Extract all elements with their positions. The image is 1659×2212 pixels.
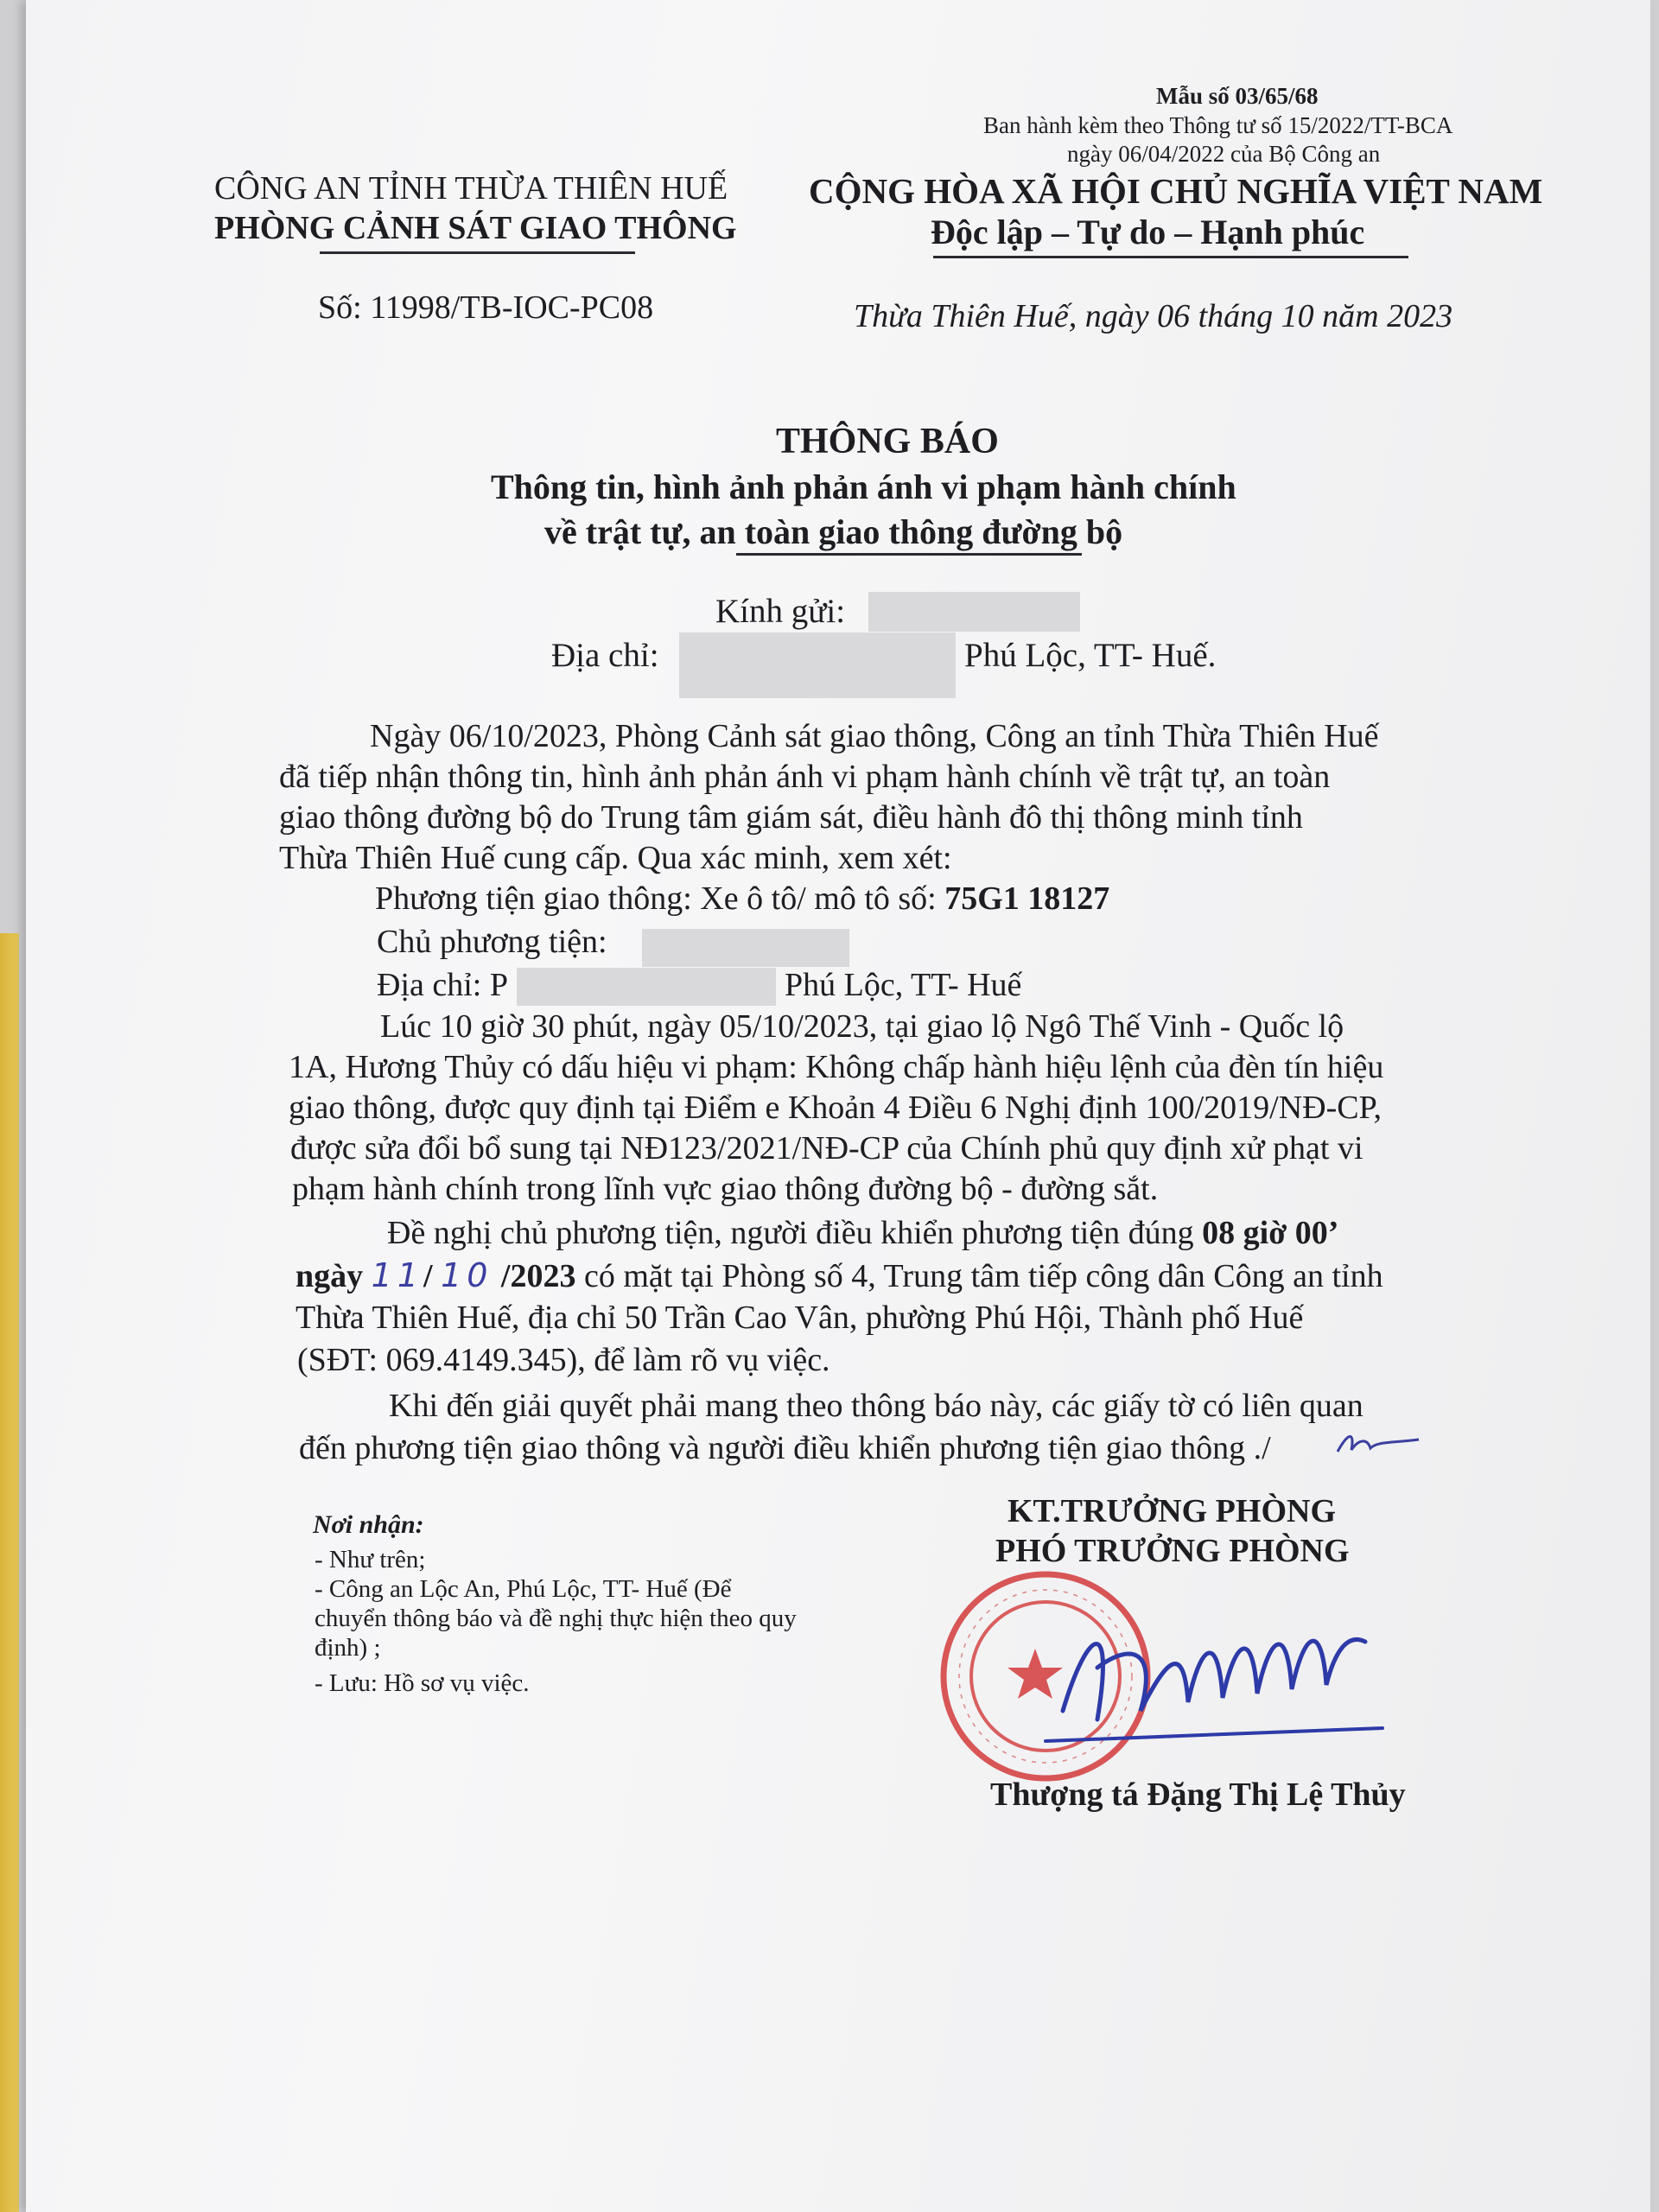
body-line: 1A, Hương Thủy có dấu hiệu vi phạm: Không chấp hành hiệu lệnh của đèn tín hiệu <box>289 1049 1384 1085</box>
agency-underline <box>320 251 635 254</box>
body-line: Thừa Thiên Huế, địa chỉ 50 Trần Cao Vân, phường Phú Hội, Thành phố Huế <box>296 1300 1304 1336</box>
recipients-title: Nơi nhận: <box>313 1510 424 1539</box>
redacted-recipient-address <box>679 632 956 698</box>
redacted-owner-address <box>517 968 776 1006</box>
appointment-text: Đề nghị chủ phương tiện, người điều khiển phương tiện đúng <box>387 1215 1194 1251</box>
vehicle-line <box>375 880 1109 918</box>
vehicle-label: Phương tiện giao thông: Xe ô tô/ mô tô số: <box>375 880 937 917</box>
title-underline <box>736 553 1082 556</box>
appointment-line-1 <box>387 1214 1338 1252</box>
body-line: được sửa đổi bổ sung tại NĐ123/2021/NĐ-CP của Chính phủ quy định xử phạt vi <box>290 1130 1363 1166</box>
body-line: đã tiếp nhận thông tin, hình ảnh phản ánh vi phạm hành chính về trật tự, an toàn <box>279 759 1331 795</box>
agency-line2: PHÒNG CẢNH SÁT GIAO THÔNG <box>214 210 737 246</box>
sign-role-2: PHÓ TRƯỞNG PHÒNG <box>995 1533 1350 1569</box>
body-line: giao thông, được quy định tại Điểm e Khoản 4 Điều 6 Nghị định 100/2019/NĐ-CP, <box>289 1090 1382 1126</box>
agency-line1: CÔNG AN TỈNH THỪA THIÊN HUẾ <box>214 170 728 207</box>
sign-role-1: KT.TRƯỞNG PHÒNG <box>1007 1493 1336 1529</box>
signature-icon <box>1037 1590 1408 1771</box>
redacted-recipient-name <box>868 592 1080 632</box>
national-underline <box>933 256 1408 258</box>
notice-title: THÔNG BÁO <box>776 422 999 461</box>
recipient-item: chuyển thông báo và đề nghị thực hiện theo quy <box>315 1605 797 1632</box>
body-line: Thừa Thiên Huế cung cấp. Qua xác minh, xem xét: <box>279 840 952 876</box>
recipient-label: Kính gửi: <box>715 593 846 630</box>
body-line: phạm hành chính trong lĩnh vực giao thông đường bộ - đường sắt. <box>292 1171 1159 1207</box>
signer-name: Thượng tá Đặng Thị Lệ Thủy <box>990 1777 1406 1813</box>
date-place: Thừa Thiên Huế, ngày 06 tháng 10 năm 2023 <box>854 298 1453 334</box>
redacted-owner-name <box>642 929 849 967</box>
body-line: (SĐT: 069.4149.345), để làm rõ vụ việc. <box>297 1342 830 1378</box>
body-line: Ngày 06/10/2023, Phòng Cảnh sát giao thông, Công an tỉnh Thừa Thiên Huế <box>370 718 1379 754</box>
handwritten-day: 11 <box>371 1256 423 1294</box>
national-line1: CỘNG HÒA XÃ HỘI CHỦ NGHĨA VIỆT NAM <box>809 171 1543 211</box>
vehicle-plate: 75G1 18127 <box>944 880 1110 917</box>
body-line: Khi đến giải quyết phải mang theo thông báo này, các giấy tờ có liên quan <box>389 1388 1363 1424</box>
doc-number: Số: 11998/TB-IOC-PC08 <box>318 289 654 326</box>
date-separator: / <box>423 1258 433 1294</box>
form-issued-line2: ngày 06/04/2022 của Bộ Công an <box>1067 141 1381 167</box>
recipient-item: - Như trên; <box>315 1546 426 1573</box>
recipient-item: - Lưu: Hồ sơ vụ việc. <box>315 1669 530 1697</box>
appointment-year: /2023 <box>500 1258 576 1294</box>
national-motto: Độc lập – Tự do – Hạnh phúc <box>931 213 1365 251</box>
background-envelope-edge <box>0 933 19 2212</box>
notice-subtitle-1: Thông tin, hình ảnh phản ánh vi phạm hành chính <box>491 467 1236 506</box>
form-issued-line1: Ban hành kèm theo Thông tư số 15/2022/TT-BCA <box>983 112 1453 138</box>
body-line: đến phương tiện giao thông và người điều khiển phương tiện giao thông ./ <box>299 1430 1271 1466</box>
recipient-item: định) ; <box>315 1634 381 1662</box>
owner-address-suffix: Phú Lộc, TT- Huế <box>785 967 1022 1003</box>
owner-address-label: Địa chỉ: P <box>377 967 508 1003</box>
notice-subtitle-2: về trật tự, an toàn giao thông đường bộ <box>544 512 1123 551</box>
handwritten-month: 10 <box>441 1256 493 1294</box>
document-page <box>26 0 1650 2212</box>
appointment-time: 08 giờ 00’ <box>1202 1215 1339 1251</box>
appointment-line-2 <box>296 1256 1383 1295</box>
appointment-place: có mặt tại Phòng số 4, Trung tâm tiếp công dân Công an tỉnh <box>583 1258 1383 1294</box>
recipient-address-label: Địa chỉ: <box>551 637 659 674</box>
form-code: Mẫu số 03/65/68 <box>1156 83 1319 109</box>
body-line: Lúc 10 giờ 30 phút, ngày 05/10/2023, tại giao lộ Ngô Thế Vinh - Quốc lộ <box>380 1008 1344 1045</box>
appointment-ngay: ngày <box>296 1258 364 1294</box>
owner-label: Chủ phương tiện: <box>377 924 607 960</box>
body-line: giao thông đường bộ do Trung tâm giám sát, điều hành đô thị thông minh tỉnh <box>279 799 1303 836</box>
initial-mark-icon <box>1332 1424 1427 1459</box>
recipient-address-suffix: Phú Lộc, TT- Huế. <box>964 637 1217 674</box>
recipient-item: - Công an Lộc An, Phú Lộc, TT- Huế (Để <box>315 1575 732 1603</box>
